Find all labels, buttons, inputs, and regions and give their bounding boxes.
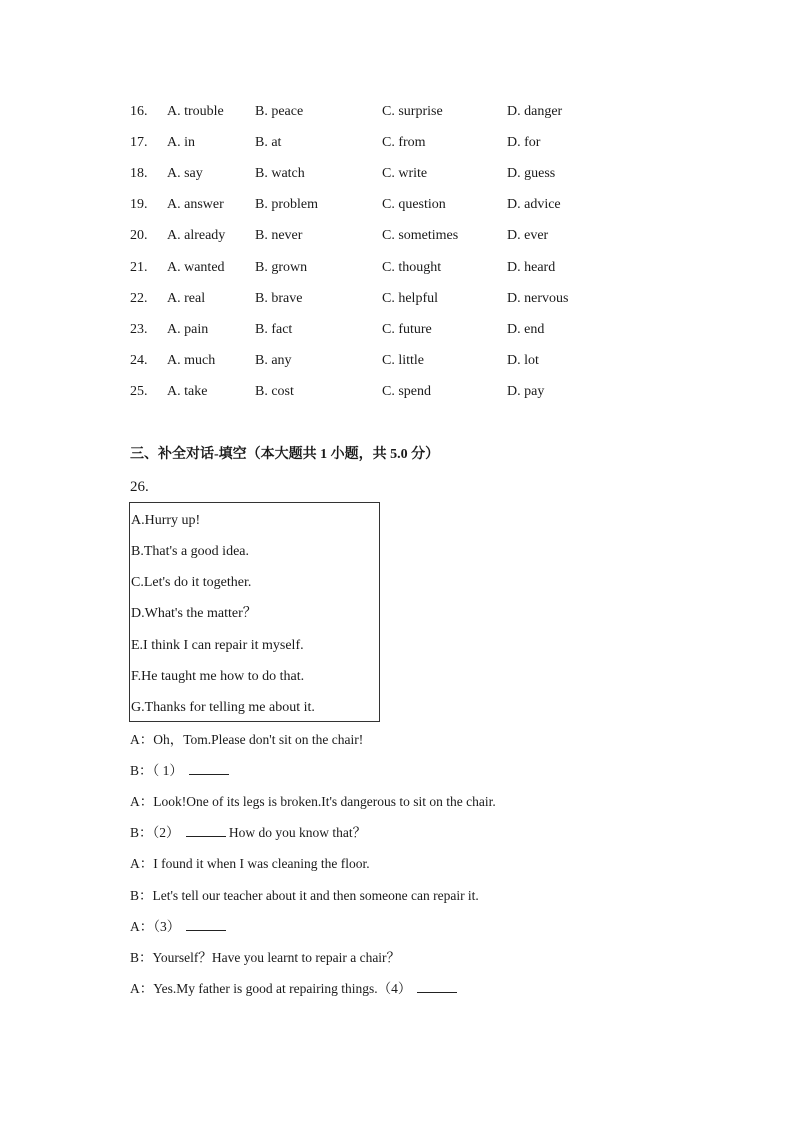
options-box [129,502,380,722]
dialogue-text: B：（2） [130,825,180,840]
option-b: B. any [255,353,292,368]
dialogue-text: B：（ 1） [130,763,183,778]
option-a: A. answer [167,197,224,212]
dialogue-line [130,823,366,843]
option-c: C. helpful [382,291,438,306]
option-c: C. little [382,353,424,368]
dialogue-text: B：Yourself？Have you learnt to repair a chair？ [130,950,401,965]
option-item: D.What's the matter？ [131,606,257,621]
option-c: C. write [382,166,428,181]
dialogue-line [130,917,226,937]
option-b: B. peace [255,104,304,119]
option-item: E.I think I can repair it myself. [131,638,304,653]
option-a: A. say [167,166,203,181]
option-d: D. danger [507,104,563,119]
dialogue-line [130,886,479,906]
option-d: D. for [507,135,541,150]
option-d: D. nervous [507,291,569,306]
option-b: B. watch [255,166,305,181]
dialogue-line [130,761,229,781]
question-number: 22. [130,291,148,306]
option-c: C. sometimes [382,228,459,243]
dialogue-text: A：I found it when I was cleaning the floor. [130,856,370,871]
option-c: C. future [382,322,432,337]
dialogue-line [130,854,370,874]
dialogue-text: A：（3） [130,919,181,934]
question-number: 18. [130,166,148,181]
option-d: D. guess [507,166,556,181]
dialogue-text: A：Look!One of its legs is broken.It's dangerous to sit on the chair. [130,794,496,809]
question-number: 25. [130,384,148,399]
option-a: A. take [167,384,208,399]
question-number: 24. [130,353,148,368]
option-item: G.Thanks for telling me about it. [131,700,315,715]
option-c: C. surprise [382,104,443,119]
option-d: D. ever [507,228,549,243]
option-c: C. question [382,197,446,212]
option-a: A. in [167,135,195,150]
option-b: B. cost [255,384,294,399]
option-c: C. from [382,135,426,150]
question-number: 20. [130,228,148,243]
option-b: B. at [255,135,282,150]
option-a: A. wanted [167,260,225,275]
option-a: A. real [167,291,206,306]
dialogue-line [130,979,457,999]
dialogue-line [130,730,363,750]
question-number: 16. [130,104,148,119]
question-number: 23. [130,322,148,337]
dialogue-text: A：Yes.My father is good at repairing things.（4） [130,981,412,996]
option-d: D. end [507,322,545,337]
dialogue-line [130,948,400,968]
option-d: D. advice [507,197,561,212]
question-number-26: 26. [130,479,149,495]
dialogue-text: B：Let's tell our teacher about it and then someone can repair it. [130,888,479,903]
option-b: B. brave [255,291,303,306]
option-d: D. lot [507,353,539,368]
dialogue-line [130,792,496,812]
option-d: D. pay [507,384,545,399]
option-item: F.He taught me how to do that. [131,669,305,684]
option-c: C. spend [382,384,431,399]
question-number: 17. [130,135,148,150]
option-item: C.Let's do it together. [131,575,252,590]
answer-blank-1[interactable] [189,762,229,775]
option-b: B. problem [255,197,318,212]
option-a: A. trouble [167,104,224,119]
answer-blank-3[interactable] [186,918,226,931]
dialogue-text-after: How do you know that？ [225,825,367,840]
option-b: B. never [255,228,303,243]
answer-blank-2[interactable] [186,824,226,837]
option-b: B. grown [255,260,308,275]
option-item: B.That's a good idea. [131,544,249,559]
dialogue-text: A：Oh，Tom.Please don't sit on the chair! [130,732,364,747]
option-item: A.Hurry up! [131,513,201,528]
option-c: C. thought [382,260,442,275]
question-number: 21. [130,260,148,275]
option-a: A. already [167,228,226,243]
section-title: 三、补全对话-填空（本大题共 1 小题，共 5.0 分） [130,447,440,462]
option-d: D. heard [507,260,556,275]
option-a: A. pain [167,322,209,337]
option-b: B. fact [255,322,293,337]
option-a: A. much [167,353,216,368]
answer-blank-4[interactable] [417,980,457,993]
question-number: 19. [130,197,148,212]
